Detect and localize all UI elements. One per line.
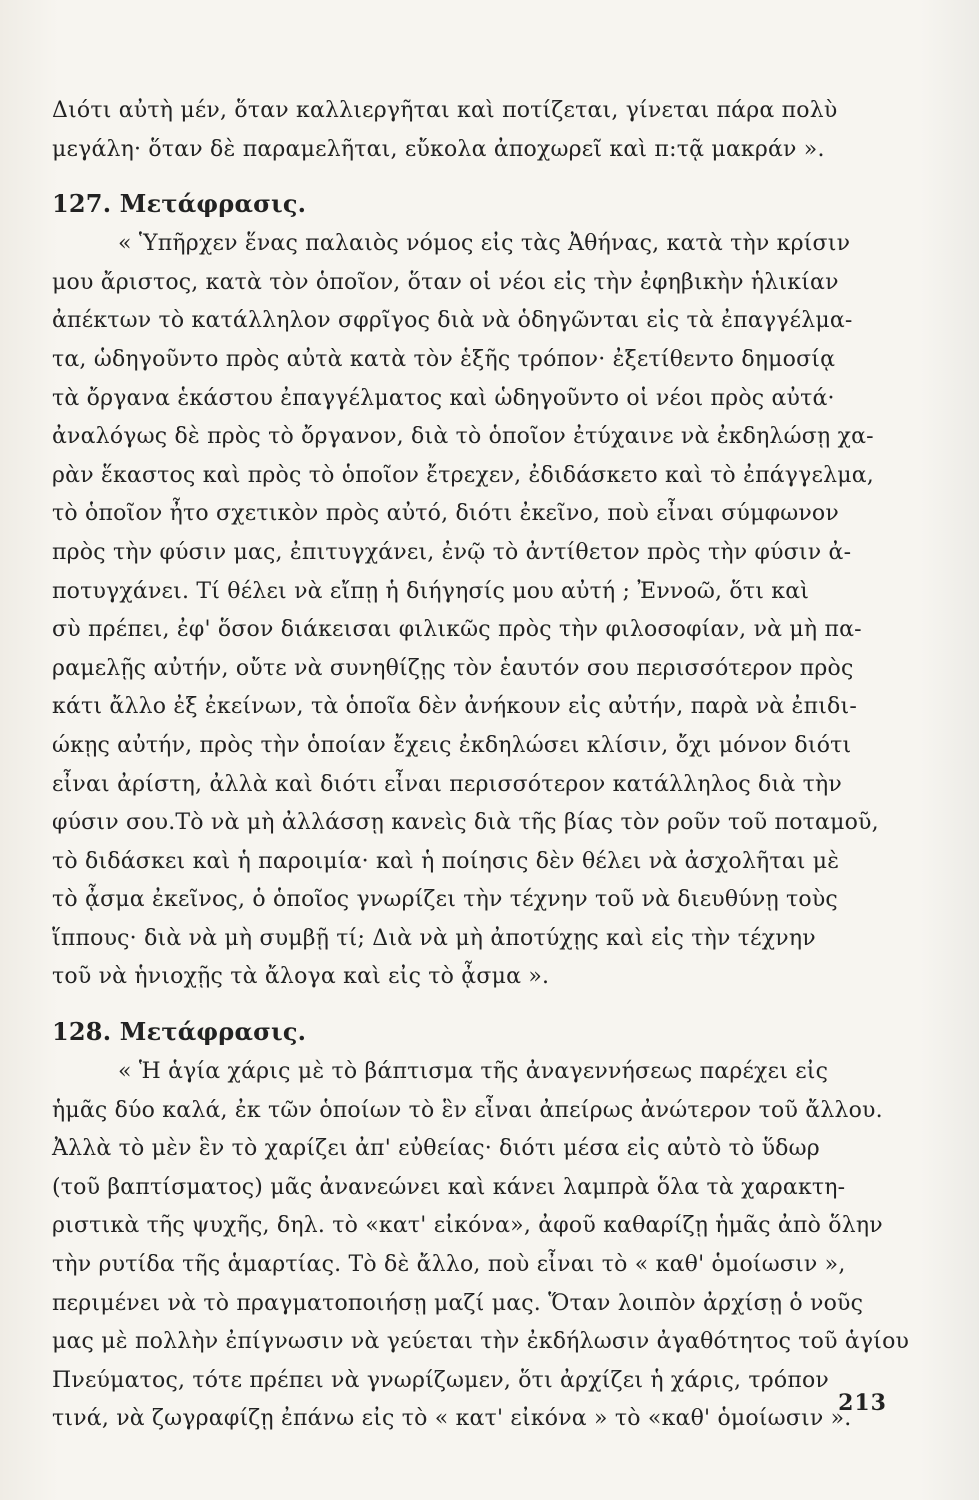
text-line: μου ἄριστος, κατὰ τὸν ὁποῖον, ὅταν οἱ νέοι εἰς τὴν ἐφηβικὴν ἡλικίαν [52,269,839,295]
text-line: ἵππους· διὰ νὰ μὴ συμβῇ τί; Διὰ νὰ μὴ ἀποτύχῃς καὶ εἰς τὴν τέχνην [52,925,816,951]
text-line: ριστικὰ τῆς ψυχῆς, δηλ. τὸ «κατ' εἰκόνα», ἀφοῦ καθαρίζῃ ἡμᾶς ἀπὸ ὅλην [52,1213,883,1239]
text-line: τοῦ νὰ ἡνιοχῇς τὰ ἄλογα καὶ εἰς τὸ ᾆσμα ». [52,964,550,990]
page-text [52,92,910,1439]
text-line: τὸ διδάσκει καὶ ἡ παροιμία· καὶ ἡ ποίησις δὲν θέλει νὰ ἀσχολῆται μὲ [52,848,840,874]
text-line: « Ὑπῆρχεν ἕνας παλαιὸς νόμος εἰς τὰς Ἀθήνας, κατὰ τὴν κρίσιν [118,231,851,257]
section-heading-127: 127. Μετάφρασις. [52,189,307,219]
text-line: τὴν ρυτίδα τῆς ἁμαρτίας. Τὸ δὲ ἄλλο, ποὺ εἶναι τὸ « καθ' ὁμοίωσιν », [52,1252,846,1278]
page-number: 213 [838,1390,887,1416]
text-line: ἀπέκτων τὸ κατάλληλον σφρῖγος διὰ νὰ ὁδηγῶνται εἰς τὰ ἐπαγγέλμα- [52,308,853,334]
text-line: φύσιν σου.Τὸ νὰ μὴ ἀλλάσσῃ κανεὶς διὰ τῆς βίας τὸν ροῦν τοῦ ποταμοῦ, [52,810,879,836]
text-line: ἡμᾶς δύο καλά, ἐκ τῶν ὁποίων τὸ ἓν εἶναι ἀπείρως ἀνώτερον τοῦ ἄλλου. [52,1097,883,1123]
text-line: περιμένει νὰ τὸ πραγματοποιήσῃ μαζί μας. Ὅταν λοιπὸν ἀρχίσῃ ὁ νοῦς [52,1290,864,1316]
text-line: ώκῃς αὐτήν, πρὸς τὴν ὁποίαν ἔχεις ἐκδηλώσει κλίσιν, ὄχι μόνον διότι [52,732,852,758]
text-line: ἀναλόγως δὲ πρὸς τὸ ὄργανον, διὰ τὸ ὁποῖον ἐτύχαινε νὰ ἐκδηλώσῃ χα- [52,424,874,450]
text-line: μας μὲ πολλὴν ἐπίγνωσιν νὰ γεύεται τὴν ἐκδήλωσιν ἀγαθότητος τοῦ ἁγίου [52,1329,910,1355]
text-line: μεγάλη· ὅταν δὲ παραμελῆται, εὔκολα ἀποχωρεῖ καὶ π:τᾷ μακράν ». [52,136,825,162]
text-line: « Ἡ ἁγία χάρις μὲ τὸ βάπτισμα τῆς ἀναγεννήσεως παρέχει εἰς [118,1059,829,1085]
text-line: τὸ ὁποῖον ἦτο σχετικὸν πρὸς αὐτό, διότι ἐκεῖνο, ποὺ εἶναι σύμφωνον [52,501,839,527]
text-line: τα, ὡδηγοῦντο πρὸς αὐτὰ κατὰ τὸν ἑξῆς τρόπον· ἐξετίθεντο δημοσίᾳ [52,346,836,372]
text-line: ρὰν ἕκαστος καὶ πρὸς τὸ ὁποῖον ἔτρεχεν, ἐδιδάσκετο καὶ τὸ ἐπάγγελμα, [52,462,874,488]
text-line: ραμελῇς αὐτήν, οὔτε νὰ συνηθίζῃς τὸν ἑαυτόν σου περισσότερον πρὸς [52,655,854,681]
text-line: Διότι αὐτὴ μέν, ὅταν καλλιεργῆται καὶ ποτίζεται, γίνεται πάρα πολὺ [52,98,838,123]
text-line: Ἀλλὰ τὸ μὲν ἓν τὸ χαρίζει ἀπ' εὐθείας· διότι μέσα εἰς αὐτὸ τὸ ὕδωρ [52,1136,820,1162]
text-line: κάτι ἄλλο ἐξ ἐκείνων, τὰ ὁποῖα δὲν ἀνήκουν εἰς αὐτήν, παρὰ νὰ ἐπιδι- [52,694,857,720]
text-line: τὸ ᾆσμα ἐκεῖνος, ὁ ὁποῖος γνωρίζει τὴν τέχνην τοῦ νὰ διευθύνῃ τοὺς [52,887,838,913]
text-line: ποτυγχάνει. Τί θέλει νὰ εἴπῃ ἡ διήγησίς μου αὐτή ; Ἐννοῶ, ὅτι καὶ [52,578,810,604]
text-line: σὺ πρέπει, ἐφ' ὅσον διάκεισαι φιλικῶς πρὸς τὴν φιλοσοφίαν, νὰ μὴ πα- [52,617,862,643]
text-line: Πνεύματος, τότε πρέπει νὰ γνωρίζωμεν, ὅτι ἀρχίζει ἡ χάρις, τρόπον [52,1367,829,1393]
text-line: (τοῦ βαπτίσματος) μᾶς ἀνανεώνει καὶ κάνει λαμπρὰ ὅλα τὰ χαρακτη- [52,1174,846,1200]
text-line: εἶναι ἀρίστη, ἀλλὰ καὶ διότι εἶναι περισσότερον κατάλληλος διὰ τὴν [52,771,842,797]
text-line: τὰ ὄργανα ἑκάστου ἐπαγγέλματος καὶ ὡδηγοῦντο οἱ νέοι πρὸς αὐτά· [52,385,835,411]
section-heading-128: 128. Μετάφρασις. [52,1017,307,1047]
text-line: πρὸς τὴν φύσιν μας, ἐπιτυγχάνει, ἐνῷ τὸ ἀντίθετον πρὸς τὴν φύσιν ἀ- [52,539,852,565]
text-line: τινά, νὰ ζωγραφίζῃ ἐπάνω εἰς τὸ « κατ' εἰκόνα » τὸ «καθ' ὁμοίωσιν ». [52,1406,852,1432]
